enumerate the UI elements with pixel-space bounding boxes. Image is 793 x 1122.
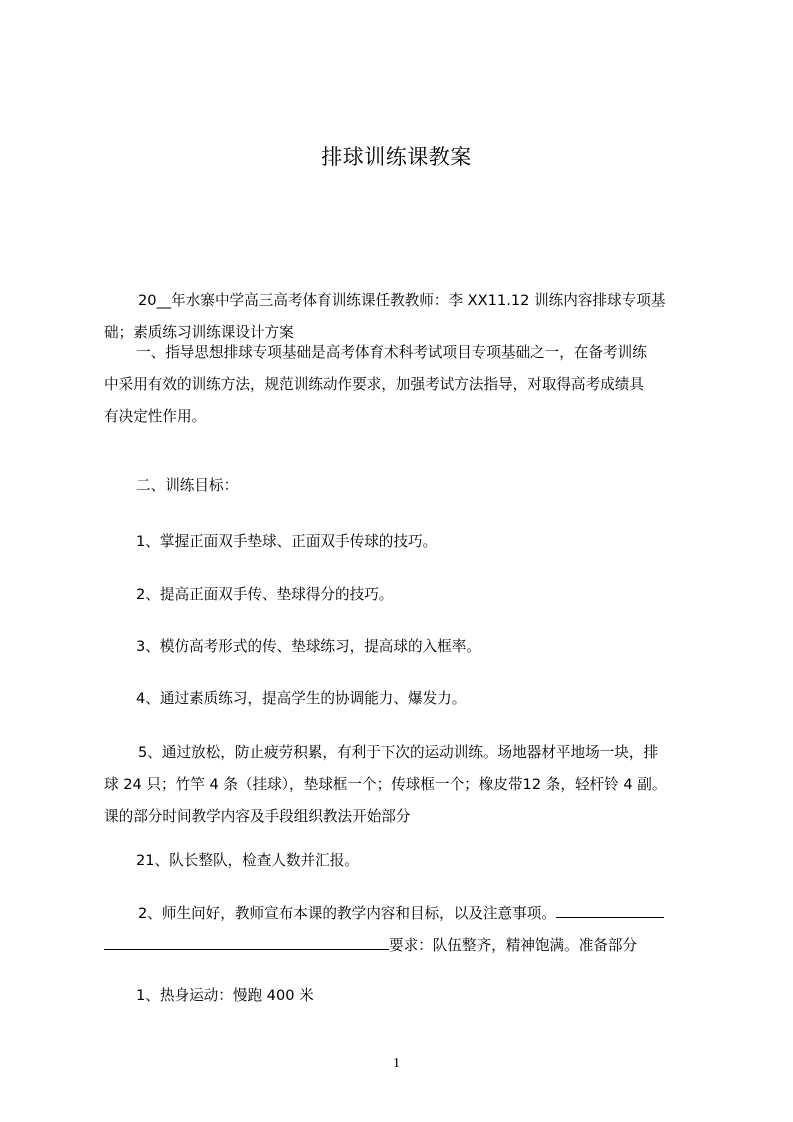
fill-in-blank <box>556 901 664 918</box>
step2-line-1: 2、师生问好，教师宣布本课的教学内容和目标，以及注意事项。 <box>104 898 710 930</box>
step-2-paragraph <box>104 898 710 962</box>
goal5-line-1: 5、通过放松，防止疲劳积累，有利于下次的运动训练。场地器材平地场一块，排 <box>138 744 659 761</box>
document-title: 排球训练课教案 <box>321 145 472 169</box>
goal-item-2: 2、提高正面双手传、垫球得分的技巧。 <box>136 586 394 603</box>
step2-line-2: 要求：队伍整齐，精神饱满。准备部分 <box>104 930 710 962</box>
fill-in-blank <box>104 933 389 950</box>
guiding-line-2: 中采用有效的训练方法，规范训练动作要求，加强考试方法指导，对取得高考成绩具 <box>104 376 644 393</box>
goal-item-5 <box>104 737 710 833</box>
goal-item-3: 3、模仿高考形式的传、垫球练习，提高球的入框率。 <box>136 638 481 655</box>
goal5-line-2: 球 24 只；竹竿 4 条（挂球），垫球框一个；传球框一个；橡皮带12 条，轻杆铃 4 副。 <box>104 776 667 793</box>
guiding-line-3: 有决定性作用。 <box>104 408 207 425</box>
intro-line-1: 20__年水寨中学高三高考体育训练课任教教师：李 XX11.12 训练内容排球专项基 <box>138 292 666 309</box>
intro-line-2: 础；素质练习训练课设计方案 <box>104 324 294 341</box>
guiding-line-1: 一、指导思想排球专项基础是高考体育术科考试项目专项基础之一，在备考训练 <box>136 344 647 361</box>
guiding-paragraph <box>104 337 710 433</box>
goal5-line-3: 课的部分时间教学内容及手段组织教法开始部分 <box>104 808 411 825</box>
step-21: 21、队长整队，检查人数并汇报。 <box>136 852 359 869</box>
page-number: 1 <box>393 1056 400 1071</box>
goal-item-4: 4、通过素质练习，提高学生的协调能力、爆发力。 <box>136 690 467 707</box>
warmup-item: 1、热身运动：慢跑 400 米 <box>136 987 314 1004</box>
goal-item-1: 1、掌握正面双手垫球、正面双手传球的技巧。 <box>136 533 438 550</box>
goals-heading: 二、训练目标： <box>136 477 239 494</box>
